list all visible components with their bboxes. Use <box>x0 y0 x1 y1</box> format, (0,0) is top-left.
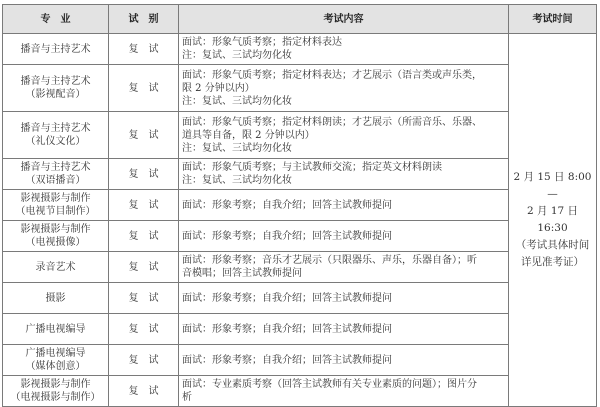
table-row <box>3 65 597 112</box>
table-row <box>3 221 597 252</box>
exam-content-cell: 面试：形象考察；自我介绍；回答主试教师提问 <box>179 345 509 376</box>
exam-type-cell: 复 试 <box>109 65 179 112</box>
exam-type-cell: 复 试 <box>109 159 179 190</box>
table-row <box>3 159 597 190</box>
exam-content-cell: 面试：形象气质考察；与主试教师交流；指定英文材料朗读 注：复试、三试均勿化妆 <box>179 159 509 190</box>
exam-content-cell: 面试：形象气质考察；指定材料表达；才艺展示（语言类或声乐类， 限 2 分钟以内） 注：复试、三试均勿化妆 <box>179 65 509 112</box>
table-row <box>3 190 597 221</box>
exam-type-cell: 复 试 <box>109 190 179 221</box>
exam-type-cell: 复 试 <box>109 283 179 314</box>
table-row <box>3 345 597 376</box>
exam-type-cell: 复 试 <box>109 112 179 159</box>
major-cell: 广播电视编导 <box>3 314 109 345</box>
exam-schedule-table <box>2 4 597 407</box>
major-cell: 影视摄影与制作 （电视摄像） <box>3 221 109 252</box>
exam-content-cell: 面试：形象考察；音乐才艺展示（只限器乐、声乐，乐器自备）；听 音模唱；回答主试教师提问 <box>179 252 509 283</box>
header-major: 专 业 <box>3 5 109 34</box>
table-row <box>3 252 597 283</box>
major-cell: 播音与主持艺术 （双语播音） <box>3 159 109 190</box>
major-cell: 影视摄影与制作 （电视节目制作） <box>3 190 109 221</box>
exam-type-cell: 复 试 <box>109 314 179 345</box>
table-row <box>3 283 597 314</box>
exam-type-cell: 复 试 <box>109 252 179 283</box>
header-exam-content: 考试内容 <box>179 5 509 34</box>
major-cell: 广播电视编导 （媒体创意） <box>3 345 109 376</box>
exam-content-cell: 面试：形象考察；自我介绍；回答主试教师提问 <box>179 221 509 252</box>
exam-type-cell: 复 试 <box>109 34 179 65</box>
exam-type-cell: 复 试 <box>109 376 179 407</box>
exam-content-cell: 面试：形象考察；自我介绍；回答主试教师提问 <box>179 190 509 221</box>
major-cell: 播音与主持艺术 <box>3 34 109 65</box>
exam-content-cell: 面试：形象气质考察；指定材料表达 注：复试、三试均勿化妆 <box>179 34 509 65</box>
table-header-row <box>3 5 597 34</box>
table-row <box>3 376 597 407</box>
exam-type-cell: 复 试 <box>109 345 179 376</box>
exam-content-cell: 面试：形象气质考察；指定材料朗读；才艺展示（所需音乐、乐器、 道具等自备，限 2 分钟以内） 注：复试、三试均勿化妆 <box>179 112 509 159</box>
major-cell: 摄影 <box>3 283 109 314</box>
exam-time-cell: 2 月 15 日 8:00— 2 月 17 日 16:30 （考试具体时间 详见准考证） <box>509 34 597 407</box>
table-row <box>3 314 597 345</box>
table-row <box>3 112 597 159</box>
major-cell: 影视摄影与制作 （电视摄影与制作） <box>3 376 109 407</box>
header-exam-time: 考试时间 <box>509 5 597 34</box>
exam-type-cell: 复 试 <box>109 221 179 252</box>
exam-content-cell: 面试：专业素质考察（回答主试教师有关专业素质的问题）；图片分 析 <box>179 376 509 407</box>
major-cell: 播音与主持艺术 （影视配音） <box>3 65 109 112</box>
exam-content-cell: 面试：形象考察；自我介绍；回答主试教师提问 <box>179 283 509 314</box>
header-exam-type: 试 别 <box>109 5 179 34</box>
exam-content-cell: 面试：形象考察；自我介绍；回答主试教师提问 <box>179 314 509 345</box>
major-cell: 录音艺术 <box>3 252 109 283</box>
major-cell: 播音与主持艺术 （礼仪文化） <box>3 112 109 159</box>
table-row <box>3 34 597 65</box>
